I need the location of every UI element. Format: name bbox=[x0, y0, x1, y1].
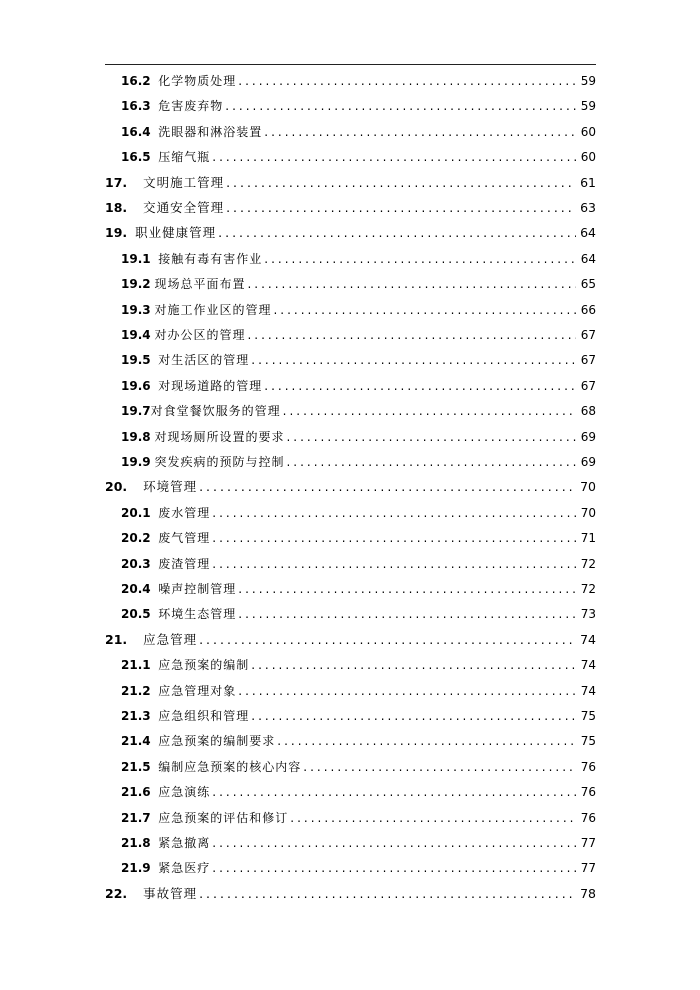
toc-entry-number: 16.2 bbox=[121, 74, 151, 88]
toc-entry[interactable] bbox=[105, 500, 596, 520]
toc-entry-page: 61 bbox=[580, 174, 596, 190]
toc-entry-title: 环境生态管理 bbox=[158, 607, 237, 622]
toc-entry-title: 废气管理 bbox=[158, 531, 211, 546]
toc-entry[interactable] bbox=[105, 195, 596, 215]
header-rule bbox=[105, 64, 596, 65]
toc-leader-dots bbox=[212, 150, 576, 164]
toc-entry-page: 73 bbox=[580, 607, 596, 622]
toc-entry[interactable] bbox=[105, 93, 596, 113]
toc-entry-number: 19. bbox=[105, 225, 128, 241]
toc-leader-dots bbox=[247, 277, 576, 291]
toc-entry[interactable] bbox=[105, 627, 596, 647]
toc-entry-number: 21. bbox=[105, 631, 128, 647]
toc-leader-dots bbox=[286, 430, 576, 444]
toc-entry-title: 噪声控制管理 bbox=[158, 582, 237, 596]
toc-entry-number: 21.9 bbox=[121, 861, 151, 876]
toc-leader-dots bbox=[212, 506, 576, 520]
toc-entry-title: 对食堂餐饮服务的管理 bbox=[150, 404, 281, 419]
toc-entry-page: 67 bbox=[580, 353, 596, 368]
toc-entry-gap bbox=[151, 861, 159, 875]
toc-entry-title: 危害废弃物 bbox=[158, 99, 224, 114]
toc-leader-dots bbox=[199, 633, 576, 647]
toc-entry[interactable] bbox=[105, 881, 596, 901]
toc-entry-title: 接触有毒有害作业 bbox=[158, 251, 263, 266]
toc-leader-dots bbox=[199, 480, 576, 494]
toc-entry-title: 紧急撤离 bbox=[158, 836, 211, 850]
toc-entry[interactable] bbox=[105, 525, 596, 545]
toc-entry-number: 20. bbox=[105, 479, 128, 495]
toc-entry[interactable] bbox=[105, 855, 596, 875]
toc-entry-title: 事故管理 bbox=[143, 885, 198, 901]
toc-leader-dots bbox=[264, 252, 576, 266]
toc-entry[interactable] bbox=[105, 424, 596, 444]
toc-entry-number: 19.1 bbox=[121, 251, 151, 266]
toc-entry-gap bbox=[127, 226, 135, 240]
toc-entry-page: 75 bbox=[580, 734, 596, 749]
toc-entry-number: 19.4 bbox=[121, 328, 151, 342]
toc-leader-dots bbox=[226, 201, 576, 215]
toc-entry[interactable] bbox=[105, 754, 596, 774]
toc-entry-title: 化学物质处理 bbox=[158, 74, 237, 88]
toc-entry-page: 74 bbox=[580, 683, 596, 698]
toc-leader-dots bbox=[212, 861, 576, 875]
toc-entry-gap bbox=[151, 353, 159, 367]
toc-entry-number: 21.7 bbox=[121, 810, 151, 825]
toc-entry-gap bbox=[127, 480, 143, 494]
toc-entry-title: 应急演练 bbox=[158, 785, 211, 800]
toc-leader-dots bbox=[273, 303, 576, 317]
toc-entry[interactable] bbox=[105, 576, 596, 596]
toc-entry-title: 压缩气瓶 bbox=[158, 150, 211, 165]
toc-entry-gap bbox=[151, 734, 159, 748]
toc-entry[interactable] bbox=[105, 805, 596, 825]
toc-entry[interactable] bbox=[105, 474, 596, 494]
toc-entry-page: 72 bbox=[580, 582, 596, 596]
toc-entry-page: 67 bbox=[580, 378, 596, 393]
toc-entry-number: 21.4 bbox=[121, 734, 151, 749]
toc-entry-number: 18. bbox=[105, 200, 128, 215]
toc-entry-page: 63 bbox=[580, 200, 596, 215]
toc-entry[interactable] bbox=[105, 830, 596, 850]
toc-leader-dots bbox=[218, 226, 576, 240]
toc-entry-gap bbox=[151, 836, 159, 850]
toc-entry[interactable] bbox=[105, 246, 596, 266]
toc-leader-dots bbox=[283, 404, 576, 418]
toc-entry-number: 19.6 bbox=[121, 378, 151, 393]
toc-entry-page: 66 bbox=[580, 302, 596, 317]
toc-entry-page: 64 bbox=[580, 225, 596, 241]
toc-entry-gap bbox=[151, 99, 159, 113]
toc-entry[interactable] bbox=[105, 297, 596, 317]
toc-entry[interactable] bbox=[105, 271, 596, 291]
toc-entry-page: 71 bbox=[580, 531, 596, 546]
toc-entry-number: 16.4 bbox=[121, 124, 151, 139]
toc-entry[interactable] bbox=[105, 119, 596, 139]
toc-entry-gap bbox=[151, 607, 159, 621]
toc-entry-number: 20.1 bbox=[121, 505, 151, 520]
toc-entry-title: 文明施工管理 bbox=[143, 174, 225, 190]
toc-entry-number: 21.3 bbox=[121, 709, 151, 723]
toc-entry-number: 19.7 bbox=[121, 404, 151, 419]
toc-entry-number: 21.6 bbox=[121, 785, 151, 800]
toc-entry-gap bbox=[151, 74, 159, 88]
toc-leader-dots bbox=[303, 760, 576, 774]
toc-entry-page: 76 bbox=[580, 759, 596, 774]
toc-entry-title: 紧急医疗 bbox=[158, 861, 211, 876]
toc-entry-number: 21.1 bbox=[121, 658, 151, 673]
toc-entry-gap bbox=[151, 531, 159, 545]
toc-entry-page: 64 bbox=[580, 251, 596, 266]
toc-entry-page: 67 bbox=[580, 328, 596, 342]
toc-entry-gap bbox=[151, 709, 159, 723]
toc-entry-page: 77 bbox=[580, 836, 596, 850]
toc-entry[interactable] bbox=[105, 678, 596, 698]
toc-entry-page: 60 bbox=[580, 124, 596, 139]
toc-entry-gap bbox=[127, 633, 143, 647]
toc-entry-title: 环境管理 bbox=[143, 479, 198, 495]
toc-entry-title: 废水管理 bbox=[158, 505, 211, 520]
toc-entry-gap bbox=[151, 658, 159, 672]
toc-entry-title: 现场总平面布置 bbox=[154, 277, 246, 292]
toc-leader-dots bbox=[277, 734, 576, 748]
toc-entry[interactable] bbox=[105, 779, 596, 799]
toc-entry-number: 16.5 bbox=[121, 150, 151, 165]
toc-entry-number: 20.2 bbox=[121, 531, 151, 546]
toc-entry-page: 74 bbox=[580, 631, 596, 647]
toc-entry-page: 65 bbox=[580, 277, 596, 292]
toc-entry-gap bbox=[151, 506, 159, 520]
toc-entry-title: 应急预案的编制要求 bbox=[158, 734, 276, 749]
toc-leader-dots bbox=[212, 836, 576, 850]
toc-entry-number: 19.9 bbox=[121, 455, 151, 469]
toc-entry-gap bbox=[151, 684, 159, 698]
toc-entry[interactable] bbox=[105, 347, 596, 367]
toc-entry[interactable] bbox=[105, 601, 596, 621]
toc-entry-title: 应急管理 bbox=[143, 631, 198, 647]
toc-entry-title: 编制应急预案的核心内容 bbox=[158, 759, 302, 774]
toc-leader-dots bbox=[238, 582, 576, 596]
toc-entry-title: 废渣管理 bbox=[158, 556, 211, 571]
toc-entry-page: 70 bbox=[580, 505, 596, 520]
toc-entry[interactable] bbox=[105, 449, 596, 469]
toc-leader-dots bbox=[264, 379, 576, 393]
toc-entry-page: 72 bbox=[580, 556, 596, 571]
toc-entry-number: 19.8 bbox=[121, 429, 151, 444]
toc-entry-gap bbox=[151, 252, 159, 266]
toc-entry-number: 20.4 bbox=[121, 582, 151, 596]
toc-entry-gap bbox=[151, 379, 159, 393]
toc-leader-dots bbox=[286, 455, 576, 469]
toc-leader-dots bbox=[264, 125, 576, 139]
toc-entry-number: 19.3 bbox=[121, 302, 151, 317]
toc-entry-title: 应急预案的评估和修订 bbox=[158, 810, 289, 825]
toc-entry-gap bbox=[127, 201, 143, 215]
toc-leader-dots bbox=[226, 176, 576, 190]
toc-entry-title: 对生活区的管理 bbox=[158, 353, 250, 368]
toc-entry-page: 68 bbox=[580, 404, 596, 419]
toc-entry-page: 77 bbox=[580, 861, 596, 876]
toc-leader-dots bbox=[247, 328, 576, 342]
toc-entry-title: 职业健康管理 bbox=[135, 225, 217, 241]
toc-entry[interactable] bbox=[105, 68, 596, 88]
toc-entry-number: 21.2 bbox=[121, 683, 151, 698]
toc-entry-title: 洗眼器和淋浴装置 bbox=[158, 124, 263, 139]
toc-entry-gap bbox=[151, 582, 159, 596]
toc-entry-title: 突发疾病的预防与控制 bbox=[154, 455, 285, 469]
toc-entry-page: 75 bbox=[580, 709, 596, 723]
toc-entry-page: 60 bbox=[580, 150, 596, 165]
toc-entry-page: 69 bbox=[580, 429, 596, 444]
toc-entry-page: 78 bbox=[580, 885, 596, 901]
toc-entry-page: 76 bbox=[580, 810, 596, 825]
toc-entry-title: 应急预案的编制 bbox=[158, 658, 250, 673]
toc-entry-page: 69 bbox=[580, 455, 596, 469]
toc-entry-gap bbox=[151, 150, 159, 164]
toc-entry-page: 74 bbox=[580, 658, 596, 673]
toc-entry-gap bbox=[151, 785, 159, 799]
toc-leader-dots bbox=[251, 658, 576, 672]
toc-entry-title: 对施工作业区的管理 bbox=[154, 302, 272, 317]
toc-entry[interactable] bbox=[105, 322, 596, 342]
toc-entry-number: 19.2 bbox=[121, 277, 151, 292]
toc-entry[interactable] bbox=[105, 652, 596, 672]
toc-leader-dots bbox=[238, 684, 576, 698]
toc-entry-number: 20.5 bbox=[121, 607, 151, 622]
toc-entry-title: 对现场道路的管理 bbox=[158, 378, 263, 393]
toc-entry-gap bbox=[151, 811, 159, 825]
toc-entry[interactable] bbox=[105, 144, 596, 164]
toc-entry-number: 22. bbox=[105, 885, 128, 901]
toc-leader-dots bbox=[212, 557, 576, 571]
toc-entry-number: 16.3 bbox=[121, 99, 151, 114]
toc-entry-title: 应急管理对象 bbox=[158, 683, 237, 698]
toc-entry-number: 21.5 bbox=[121, 759, 151, 774]
toc-entry-title: 交通安全管理 bbox=[143, 200, 225, 215]
toc-entry-page: 76 bbox=[580, 785, 596, 800]
toc-entry-page: 59 bbox=[580, 74, 596, 88]
toc-entry-number: 19.5 bbox=[121, 353, 151, 368]
toc-entry[interactable] bbox=[105, 170, 596, 190]
toc-entry-title: 对现场厕所设置的要求 bbox=[154, 429, 285, 444]
toc-leader-dots bbox=[251, 353, 576, 367]
toc-leader-dots bbox=[251, 709, 576, 723]
toc-entry-gap bbox=[151, 557, 159, 571]
toc-entry-title: 应急组织和管理 bbox=[158, 709, 250, 723]
toc-entry-gap bbox=[127, 176, 143, 190]
toc-leader-dots bbox=[212, 785, 576, 799]
toc-entry[interactable] bbox=[105, 220, 596, 240]
toc-entry[interactable] bbox=[105, 373, 596, 393]
toc-leader-dots bbox=[238, 74, 576, 88]
toc-entry-page: 59 bbox=[580, 99, 596, 114]
toc-entry-title: 对办公区的管理 bbox=[154, 328, 246, 342]
toc-entry[interactable] bbox=[105, 728, 596, 748]
toc-entry-number: 17. bbox=[105, 174, 128, 190]
toc-entry[interactable] bbox=[105, 551, 596, 571]
toc-entry-page: 70 bbox=[580, 479, 596, 495]
toc-entry-gap bbox=[151, 125, 159, 139]
toc-leader-dots bbox=[290, 811, 576, 825]
toc-entry[interactable] bbox=[105, 398, 596, 418]
toc-leader-dots bbox=[225, 99, 576, 113]
toc-entry-number: 21.8 bbox=[121, 836, 151, 850]
toc-entry-gap bbox=[127, 887, 143, 901]
toc-entry-gap bbox=[151, 760, 159, 774]
toc-leader-dots bbox=[238, 607, 576, 621]
toc-entry[interactable] bbox=[105, 703, 596, 723]
toc-leader-dots bbox=[199, 887, 576, 901]
toc-leader-dots bbox=[212, 531, 576, 545]
toc-entry-number: 20.3 bbox=[121, 556, 151, 571]
